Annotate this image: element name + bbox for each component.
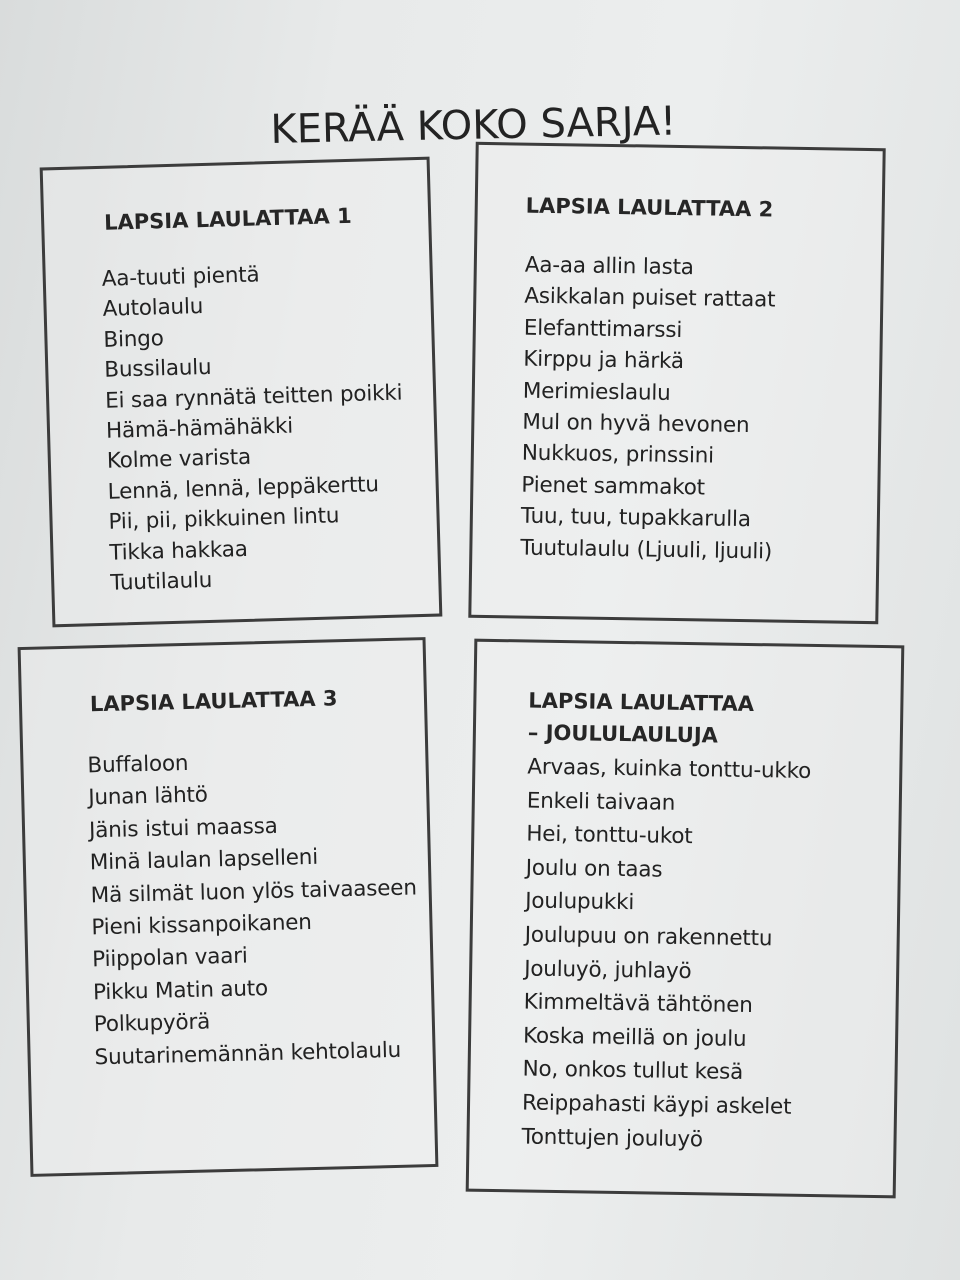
song-item: No, onkos tullut kesä bbox=[522, 1056, 744, 1086]
album-box-3 bbox=[18, 637, 439, 1177]
song-item: Piippolan vaari bbox=[91, 943, 248, 973]
song-list bbox=[520, 250, 777, 568]
song-item: Jänis istui maassa bbox=[88, 813, 278, 844]
album-heading-line1: LAPSIA LAULATTAA bbox=[528, 688, 755, 717]
song-item: Kimmeltävä tähtönen bbox=[523, 989, 753, 1019]
song-item: Ei saa rynnätä teitten poikki bbox=[104, 380, 403, 414]
song-list bbox=[521, 751, 811, 1159]
song-list bbox=[101, 257, 407, 600]
song-item: Elefanttimarssi bbox=[523, 315, 683, 343]
song-item: Hämä-hämähäkki bbox=[105, 413, 294, 444]
song-item: Jouluyö, juhlayö bbox=[523, 956, 692, 984]
song-item: Kolme varista bbox=[106, 445, 252, 475]
album-box-2 bbox=[468, 142, 885, 624]
page-title: KERÄÄ KOKO SARJA! bbox=[270, 98, 677, 153]
song-item: Arvaas, kuinka tonttu-ukko bbox=[527, 754, 812, 784]
song-item: Autolaulu bbox=[102, 294, 204, 323]
song-item: Pii, pii, pikkuinen lintu bbox=[108, 503, 340, 535]
song-item: Tuutilaulu bbox=[109, 567, 213, 596]
album-heading: LAPSIA LAULATTAA 2 bbox=[525, 193, 774, 222]
song-item: Polkupyörä bbox=[93, 1009, 211, 1038]
song-item: Pikku Matin auto bbox=[92, 975, 269, 1006]
song-item: Aa-aa allin lasta bbox=[524, 252, 694, 281]
song-item: Mul on hyvä hevonen bbox=[522, 409, 750, 439]
song-item: Aa-tuuti pientä bbox=[101, 262, 260, 292]
song-item: Lennä, lennä, leppäkerttu bbox=[107, 472, 380, 505]
song-item: Nukkuos, prinssini bbox=[521, 441, 715, 470]
album-box-christmas bbox=[466, 639, 905, 1199]
song-item: Merimieslaulu bbox=[522, 378, 671, 406]
song-item: Junan lähtö bbox=[87, 782, 208, 811]
song-item: Minä laulan lapselleni bbox=[89, 845, 319, 876]
song-item: Kirppu ja härkä bbox=[523, 346, 685, 375]
album-box-1 bbox=[40, 157, 443, 628]
song-item: Bingo bbox=[103, 325, 164, 353]
song-item: Koska meillä on joulu bbox=[522, 1023, 747, 1052]
song-item: Pienet sammakot bbox=[521, 472, 706, 501]
album-heading bbox=[528, 685, 755, 753]
album-heading: LAPSIA LAULATTAA 1 bbox=[103, 203, 352, 235]
song-item: Buffaloon bbox=[87, 750, 189, 779]
song-item: Hei, tonttu-ukot bbox=[526, 821, 693, 850]
song-item: Asikkalan puiset rattaat bbox=[524, 283, 776, 313]
song-item: Tonttujen jouluyö bbox=[521, 1123, 703, 1152]
song-item: Enkeli taivaan bbox=[526, 788, 676, 816]
song-item: Suutarinemännän kehtolaulu bbox=[94, 1037, 402, 1070]
song-item: Mä silmät luon ylös taivaaseen bbox=[90, 875, 418, 908]
song-item: Tuutulaulu (Ljuuli, ljuuli) bbox=[520, 535, 773, 565]
song-item: Pieni kissanpoikanen bbox=[91, 909, 312, 941]
song-item: Joulupuu on rakennettu bbox=[524, 922, 773, 952]
song-item: Tikka hakkaa bbox=[109, 536, 249, 566]
song-item: Reippahasti käypi askelet bbox=[521, 1090, 792, 1120]
album-heading-line2: – JOULULAULUJA bbox=[527, 720, 719, 748]
song-item: Bussilaulu bbox=[103, 355, 212, 384]
song-list bbox=[87, 742, 421, 1074]
song-item: Joulu on taas bbox=[525, 855, 663, 883]
album-heading: LAPSIA LAULATTAA 3 bbox=[89, 686, 338, 717]
song-item: Joulupukki bbox=[525, 888, 635, 916]
song-item: Tuu, tuu, tupakkarulla bbox=[520, 503, 751, 533]
